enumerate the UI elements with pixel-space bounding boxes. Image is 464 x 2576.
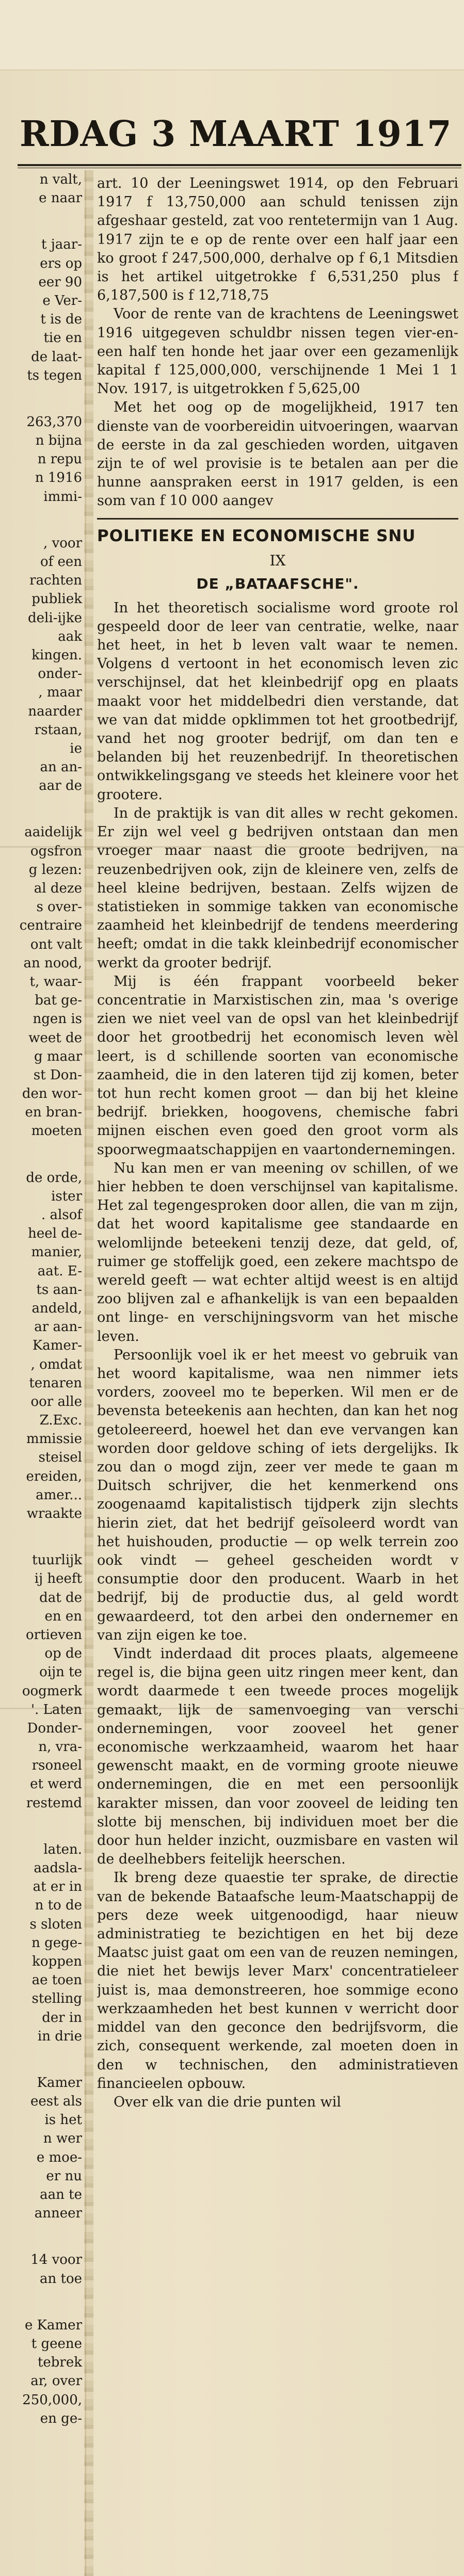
strip-line: an toe: [40, 2271, 82, 2287]
strip-line: en ge-: [40, 2410, 82, 2426]
strip-line: an an-: [40, 759, 82, 775]
section-number: IX: [269, 552, 286, 569]
strip-line: . alsof: [41, 1207, 82, 1223]
strip-line: aar de: [39, 778, 82, 794]
body-paragraph: Ik breng deze quaestie ter sprake, de directie van de bekende Bataafsche leum-Maatschappij de pers deze week uitgenoodigd, haar nieuw administratieg te bezichtigen en het bij deze Maatsc juist gaat om een van de reuzen nemingen, die niet het bewijs lever Marx' concentratieleer juist is, maa demonstreeren, hoe sommige econo werkzaamheden het best kunnen v werricht door middel van den geconce den bedrijfsvorm, die zich, consequent werkende, zal moeten doen in den w technischen, den administratieven financieelen opbouw.: [97, 1870, 458, 2092]
strip-line: naarder: [28, 703, 82, 719]
strip-line: [0, 1812, 85, 1840]
headline-rule: [18, 164, 461, 166]
strip-line: Z.Exc.: [39, 1413, 82, 1429]
strip-line: amer...: [36, 1487, 82, 1503]
strip-line: n repu: [37, 451, 82, 467]
strip-line: n gege-: [31, 1935, 82, 1951]
strip-line: ngen is: [33, 1011, 82, 1027]
strip-line: er nu: [46, 2168, 82, 2184]
strip-line: is het: [44, 2112, 82, 2128]
intro-paragraph: Voor de rente van de krachtens de Leeningswet 1916 uitgegeven schuldbr nissen tegen vier-en-een half ten honde het jaar over een gezamenlijk kapital f 125,000,000, verschijnende 1 Mei 1 1 Nov. 1917, is uitgetrokken f 5,625,00: [97, 306, 458, 397]
strip-line: ogsfron: [30, 843, 82, 859]
strip-line: [0, 795, 85, 823]
strip-line: [0, 2223, 85, 2250]
adjacent-column-strip: [0, 170, 86, 2576]
strip-line: ar aan-: [34, 1319, 82, 1335]
strip-line: ij heeft: [34, 1571, 82, 1587]
strip-line: der in: [42, 2010, 82, 2026]
strip-line: [0, 1523, 85, 1551]
strip-line: den wor-: [22, 1086, 82, 1102]
strip-line: ae toen: [31, 1972, 82, 1988]
strip-line: e naar: [39, 190, 82, 206]
strip-line: n bijna: [35, 433, 82, 449]
article-subtitle: DE „BATAAFSCHE".: [196, 575, 359, 592]
strip-line: deli-ijke: [28, 610, 82, 626]
strip-line: st Don-: [33, 1067, 82, 1083]
strip-line: aadsla-: [34, 1860, 82, 1876]
strip-line: wraakte: [26, 1506, 82, 1521]
strip-line: , maar: [38, 685, 82, 701]
strip-line: stelling: [31, 1991, 82, 2007]
strip-line: aak: [58, 628, 82, 644]
strip-line: moeten: [31, 1123, 82, 1139]
strip-line: g maar: [34, 1048, 82, 1064]
strip-line: n to de: [35, 1898, 82, 1914]
strip-line: rachten: [29, 573, 82, 589]
intro-paragraph: art. 10 der Leeningswet 1914, op den Februari 1917 f 13,750,000 aan schuld tenissen zijn afgeshaar gesteld, zat voo rentetermijn van 1 Aug. 1917 zijn te e op de rente over een half jaar een ko groot f 247,500,000, derhalve op f 6,1 Mitsdien is het artikel uitgetrokke f 6,531,250 plus f 6,187,500 is f 12,718,75: [97, 175, 458, 304]
strip-line: n valt,: [39, 172, 82, 187]
strip-line: [0, 1141, 85, 1169]
strip-line: al deze: [34, 881, 82, 896]
strip-line: Kamer-: [32, 1338, 82, 1354]
strip-line: in drie: [37, 2028, 82, 2044]
strip-line: ont valt: [30, 936, 82, 952]
strip-line: '. Laten: [30, 1702, 82, 1718]
strip-line: koppen: [32, 1953, 82, 1969]
strip-line: ts aan-: [36, 1282, 82, 1298]
torn-edge: [84, 170, 93, 2576]
strip-line: s over-: [36, 899, 82, 915]
strip-line: 14 voor: [30, 2252, 82, 2268]
strip-line: ar, over: [30, 2373, 82, 2389]
strip-line: n, vra-: [38, 1739, 82, 1755]
body-paragraph: In het theoretisch socialisme word groote rol gespeeld door de leer van centratie, welke, naar het heet, in het b leven valt waar te nemen. Volgens d vertoont in het economisch leven zic verschijnsel, dat het kleinbedrijf opg en plaats maakt voor het middelbedri dien verstande, dat we van dat midde opklimmen tot het grootbedrijf, vand het nog grooter bedrijf, om dan ten e belanden bij het reuzenbedrijf. In theoretischen ontwikkelingsgang ve steeds het kleinere voor het grootere.: [97, 600, 458, 803]
strip-line: at er in: [33, 1879, 82, 1895]
strip-line: onder-: [38, 666, 82, 682]
strip-line: en bran-: [25, 1105, 82, 1121]
strip-line: oijn te: [39, 1664, 82, 1680]
section-rule: [97, 518, 458, 520]
strip-line: tebrek: [37, 2355, 82, 2371]
body-paragraph: Over elk van die drie punten wil: [114, 2094, 341, 2110]
strip-line: en en: [44, 1608, 82, 1624]
strip-line: ortieven: [25, 1627, 82, 1643]
strip-line: [0, 2046, 85, 2073]
strip-line: e moe-: [36, 2149, 82, 2165]
strip-line: ie: [70, 740, 82, 756]
strip-line: t jaar-: [41, 237, 82, 253]
strip-line: ereiden,: [26, 1468, 82, 1484]
strip-line: [0, 207, 85, 235]
strip-line: rstaan,: [34, 722, 82, 738]
strip-line: weet de: [28, 1030, 82, 1046]
strip-line: Donder-: [27, 1720, 82, 1736]
strip-line: ers op: [40, 255, 82, 271]
strip-line: t is de: [40, 312, 82, 328]
body-paragraph: Mij is één frappant voorbeeld beker concentratie in Marxistischen zin, maa 's overige zien we niet veel van de opsl van het kleinbedrijf door het grootbedrij het economisch leven wèl leert, is d schillende soorten van economische zaamheid, die in den lateren tijd zij komen, beter tot hun recht komen groot — dan bij het kleine bedrijf. briekken, hoogovens, chemische fabri mijnen eischen even goed den groot vorm als spoorwegmaatschappijen en vaartondernemingen.: [97, 973, 458, 1158]
article-body: [97, 599, 458, 2112]
strip-line: heel de-: [28, 1226, 82, 1242]
body-paragraph: Persoonlijk voel ik er het meest vo gebruik van het woord kapitalisme, waa nen nimmer iets vorders, zooveel mo te beperken. Wil men er de bevensta beteekenis aan hechten, dan kan het nog getoleereerd, hoewel het dan eve vervangen kan worden door geldove sching of iets dergelijks. Ik zou dan o mogd zijn, zeer ver mede te gaan m Duitsch schrijver, die het kenmerkend ons zoogenaamd kapitalistisch tijdperk zijn slechts hierin ziet, dat het bedrijf geïsoleerd wordt van het huishouden, productie — op welk terrein zoo ook vindt — geheel gescheiden wordt v consumptie door den producent. Waarb in het bedrijf, bij de productie dus, al geld wordt gewaardeerd, tot den arbei den ondernemer en van zijn eigen ke toe.: [97, 1347, 458, 1643]
strip-line: manier,: [31, 1244, 82, 1260]
strip-line: eest als: [30, 2094, 82, 2110]
strip-line: of een: [40, 554, 82, 570]
strip-line: e Kamer: [24, 2317, 82, 2333]
strip-line: t, waar-: [29, 974, 82, 990]
strip-line: aaidelijk: [24, 824, 82, 840]
strip-line: Kamer: [37, 2075, 82, 2091]
strip-line: mmissie: [26, 1431, 82, 1447]
strip-line: n wer: [43, 2131, 82, 2147]
strip-line: 263,370: [26, 414, 82, 430]
strip-line: de orde,: [26, 1170, 82, 1186]
strip-line: [0, 385, 85, 413]
strip-line: steisel: [38, 1450, 82, 1466]
strip-line: de laat-: [31, 349, 82, 365]
strip-line: restemd: [26, 1795, 82, 1811]
strip-line: t geene: [31, 2336, 82, 2352]
strip-line: publiek: [31, 591, 82, 607]
strip-line: laten.: [43, 1841, 82, 1857]
article-column: [97, 174, 458, 2568]
strip-line: bat ge-: [35, 993, 82, 1009]
body-paragraph: In de praktijk is van dit alles w recht gekomen. Er zijn wel veel g bedrijven ontstaan dan men vroeger maar naast die groote bedrijven, na reuzenbedrijven ook, zijn de kleinere ven, zelfs de heel kleine bedrijven, bestaan. Zelfs wijzen de statistieken in sommige takken van economische zaamheid het kleinbedrijf de tendens meerdering heeft; omdat in die takk kleinbedrijf economischer werkt da grooter bedrijf.: [97, 805, 458, 971]
strip-line: andeld,: [31, 1300, 82, 1316]
body-paragraph: Nu kan men er van meening ov schillen, of we hier hebben te doen verschijnsel van kapitalisme. Het zal tegengesproken door allen, die van m zijn, dat het woord kapitalisme gee standaarde en welomlijnde beteekeni tenzij deze, dat geld, of, ruimer ge stoffelijk goed, een zekere machtspo de wereld geeft — wat echter altijd weest is en altijd zoo blijven zal e afhankelijk is van een bepaalden ont linge- en verschijningsvorm van het mische leven.: [97, 1160, 458, 1344]
strip-line: , omdat: [30, 1356, 82, 1372]
strip-line: ister: [51, 1188, 82, 1204]
strip-line: op de: [44, 1646, 82, 1662]
page-headline: RDAG 3 MAART 1917: [20, 114, 452, 155]
strip-line: dat de: [39, 1590, 82, 1606]
body-paragraph: Vindt inderdaad dit proces plaats, algemeene regel is, die bijna geen uitz ringen meer kent, dan wordt daarmede t een tweede proces mogelijk gemaakt, lijk de samenvoeging van verschi ondernemingen, voor zooveel het gener economische werkzaamheid, waarom het haar gewenscht maakt, en de vorming groote nieuwe ondernemingen, die en met een persoonlijk karakter missen, dan voor zooveel de leiding ten slotte bij menschen, bij individuen moet ber die door hun helder inzicht, ouzmisbare en vasten wil de deelhebbers feitelijk heerschen.: [97, 1646, 458, 1868]
strip-line: aan te: [40, 2187, 82, 2202]
intro-block: [97, 174, 458, 511]
strip-line: immi-: [43, 489, 82, 505]
strip-line: an nood,: [23, 955, 82, 971]
strip-line: centraire: [19, 918, 82, 934]
strip-line: [0, 2288, 85, 2316]
intro-paragraph: Met het oog op de mogelijkheid, 1917 ten dienste van de voorbereidin uitvoeringen, waarvan de eerste in da zal geschieden worden, uitgaven zijn te of wel provisie is te betalen aan per die hunne aanspraken eerst in 1917 gelden, is een som van f 10 000 aangev: [97, 399, 458, 509]
strip-line: 250,000,: [22, 2392, 82, 2408]
strip-line: anneer: [34, 2206, 82, 2222]
strip-line: et werd: [30, 1776, 82, 1792]
strip-line: n 1916: [35, 470, 82, 486]
strip-line: e Ver-: [42, 293, 82, 309]
strip-line: s sloten: [29, 1916, 82, 1932]
strip-line: , voor: [43, 535, 82, 551]
strip-line: [0, 506, 85, 534]
strip-line: oogmerk: [22, 1683, 82, 1699]
section-title: POLITIEKE EN ECONOMISCHE SNU: [97, 526, 416, 545]
strip-line: aat. E-: [37, 1263, 82, 1279]
strip-line: eer 90: [38, 274, 82, 290]
strip-line: oor alle: [30, 1394, 82, 1409]
strip-line: tuurlijk: [32, 1552, 82, 1568]
strip-line: tenaren: [29, 1375, 82, 1391]
strip-line: g lezen:: [28, 862, 82, 878]
strip-line: rsoneel: [31, 1758, 82, 1774]
strip-line: kingen.: [31, 647, 82, 663]
top-margin: [0, 0, 464, 70]
strip-line: ts tegen: [27, 367, 82, 383]
strip-line: tie en: [43, 330, 82, 346]
